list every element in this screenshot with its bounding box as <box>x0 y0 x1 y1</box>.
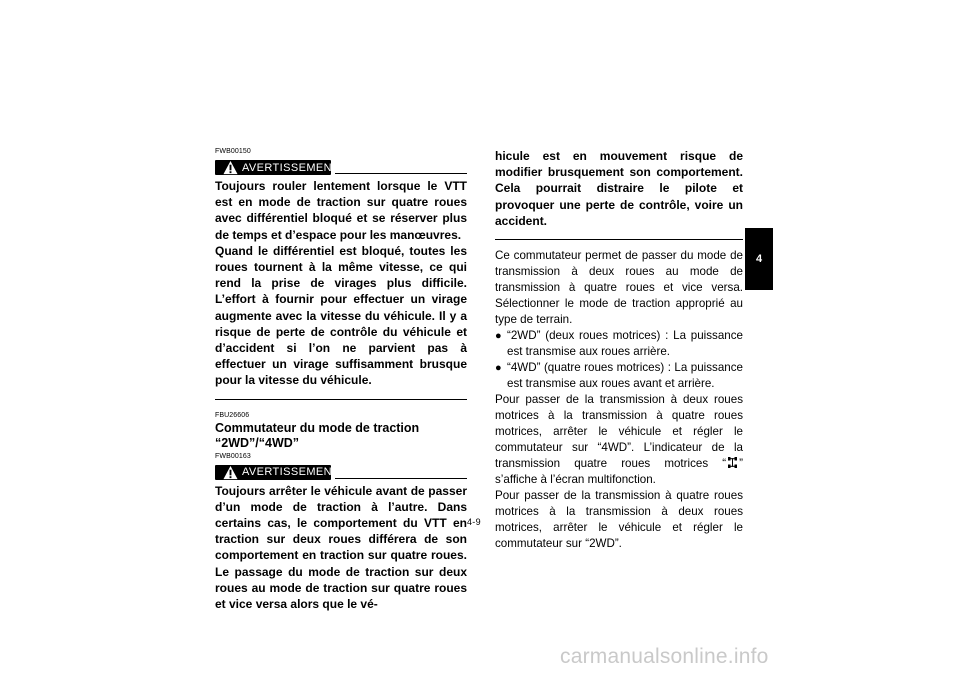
section-title <box>215 421 467 451</box>
warning-badge-label: AVERTISSEMENT <box>242 161 340 174</box>
warning-code: FWB00163 <box>215 452 251 460</box>
warning-end-rule <box>495 239 743 240</box>
warning-triangle-icon <box>223 465 238 480</box>
list-item <box>495 328 743 360</box>
watermark: carmanualsonline.info <box>560 645 769 668</box>
chapter-tab-number: 4 <box>755 253 763 265</box>
warning-paragraph: Quand le différentiel est bloqué, toutes les roues tournent à la même vitesse, ce qui rend la prise de virages plus difficile. L’effort à fournir pour effectuer un virage augmente avec la vitesse du véhicule. Il y a risque de perte de contrôle du véhicule et d’accident si l’on ne parvient pas à effectuer un virage suffisamment brusque pour la vitesse du véhicule. <box>215 243 467 388</box>
warning-header-rule <box>335 478 467 479</box>
warning-paragraph: Toujours rouler lentement lorsque le VTT est en mode de traction sur quatre roues avec différentiel bloqué et se réserver plus de temps et d’espace pour les manœuvres. <box>215 179 467 242</box>
two-wd-paragraph: Pour passer de la transmission à quatre roues motrices à la transmission à deux roues motrices, arrêter le véhicule et régler le commutateur sur “2WD”. <box>495 489 743 551</box>
bullet-icon: ● <box>495 330 502 343</box>
warning-paragraph-continued: hicule est en mouvement risque de modifier brusquement son comportement. Cela pourrait distraire le pilote et provoquer une perte de contrôle, voire un accident. <box>495 149 743 228</box>
list-item-text: “2WD” (deux roues motrices) : La puissance est transmise aux roues arrière. <box>507 329 743 359</box>
four-wd-text-before: Pour passer de la transmission à deux roues motrices à la transmission à quatre roues motrices, arrêter le véhicule et régler le commutateur sur “4WD”. L’indicateur de la transmission quatre roues motrices “ <box>495 393 743 471</box>
section-title-line: Commutateur du mode de traction <box>215 420 420 435</box>
four-wheel-drive-indicator-icon <box>728 457 737 468</box>
warning-header-rule <box>335 173 467 174</box>
warning-end-rule <box>215 399 467 400</box>
warning-triangle-icon <box>223 160 238 175</box>
warning-paragraph: Toujours arrêter le véhicule avant de passer d’un mode de traction à l’autre. Dans certains cas, le comportement du VTT en traction sur deux roues différera de son comportement en traction sur quatre roues. Le passage du mode de traction sur deux roues au mode de traction sur quatre roues et vice versa alors que le vé- <box>215 483 467 612</box>
warning-code: FWB00150 <box>215 148 251 155</box>
list-item <box>495 360 743 392</box>
chapter-tab <box>745 228 773 290</box>
four-wd-paragraph <box>495 392 743 488</box>
section-title-line: “2WD”/“4WD” <box>215 435 300 450</box>
warning-badge <box>215 160 340 175</box>
right-column <box>495 148 743 552</box>
bullet-icon: ● <box>495 362 502 375</box>
left-column <box>215 148 467 612</box>
intro-paragraph: Ce commutateur permet de passer du mode de transmission à deux roues au mode de transmission à quatre roues et vice versa. Sélectionner le mode de traction approprié au type de terrain. <box>495 249 743 327</box>
section-code: FBU26606 <box>215 411 250 419</box>
warning-header <box>215 462 467 480</box>
page-number: 4-9 <box>467 517 481 527</box>
list-item-text: “4WD” (quatre roues motrices) : La puissance est transmise aux roues avant et arrière. <box>507 361 743 391</box>
warning-header <box>215 157 467 175</box>
warning-badge <box>215 465 340 480</box>
four-wd-text-after: ” s’affiche à l’écran multifonction. <box>495 457 743 487</box>
warning-badge-label: AVERTISSEMENT <box>242 466 340 479</box>
